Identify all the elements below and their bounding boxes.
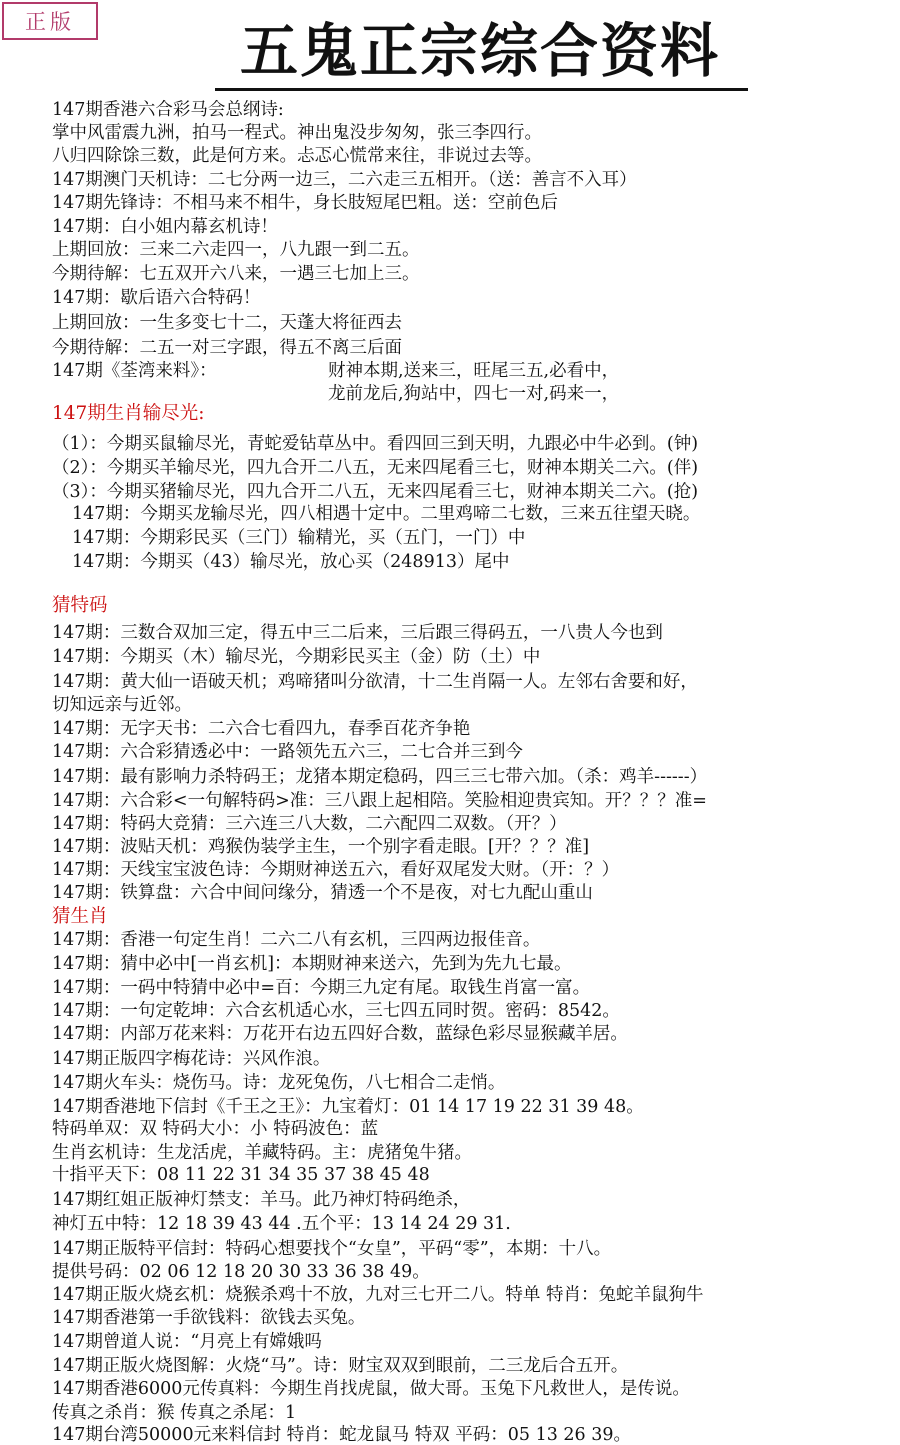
text-line: 生肖玄机诗：生龙活虎，羊藏特码。主：虎猪兔牛猪。 bbox=[52, 1143, 472, 1163]
text-line: （1）：今期买鼠输尽光，青蛇爱钻草丛中。看四回三到天明，九跟必中牛必到。(钟) bbox=[52, 434, 699, 454]
text-line: 147期：六合彩猜透必中：一路领先五六三，二七合并三到今 bbox=[52, 742, 523, 762]
text-line: 八归四除馀三数，此是何方来。忐忑心慌常来往，非说过去等。 bbox=[52, 146, 542, 166]
text-line: 今期待解：二五一对三字跟，得五不离三后面 bbox=[52, 338, 402, 358]
text-line: 147期：歇后语六合特码！ bbox=[52, 288, 261, 308]
text-line: 147期：今期买（木）输尽光，今期彩民买主（金）防（土）中 bbox=[52, 647, 541, 667]
text-line: 147期先锋诗：不相马来不相牛，身长肢短尾巴粗。送：空前色后 bbox=[52, 193, 558, 213]
text-line: 147期：今期买（43）输尽光，放心买（248913）尾中 bbox=[72, 552, 510, 572]
text-line: 147期：白小姐内幕玄机诗！ bbox=[52, 217, 278, 237]
text-line: 龙前龙后,狗站中，四七一对,码来一， bbox=[328, 384, 620, 404]
text-line: 147期：六合彩<一句解特码>准：三八跟上起相陪。笑脸相迎贵宾知。开？？？准= bbox=[52, 791, 707, 811]
text-line: 147期台湾50000元来料信封 特肖：蛇龙鼠马 特双 平码：05 13 26 39。 bbox=[52, 1425, 632, 1445]
text-line: 147期：三数合双加三定，得五中三二后来，三后跟三得码五，一八贵人今也到 bbox=[52, 623, 663, 643]
text-line: 147期火车头：烧伤马。诗：龙死兔伤，八七相合二走悄。 bbox=[52, 1073, 506, 1093]
text-line: 147期：香港一句定生肖！二六二八有玄机，三四两边报佳音。 bbox=[52, 930, 541, 950]
text-line: 十指平天下：08 11 22 31 34 35 37 38 45 48 bbox=[52, 1165, 430, 1185]
text-line: 上期回放：一生多变七十二，天蓬大将征西去 bbox=[52, 313, 402, 333]
title-underline bbox=[215, 88, 748, 91]
text-line: 147期：猜中必中[一肖玄机]：本期财神来送六，先到为先九七最。 bbox=[52, 954, 572, 974]
text-line: 147期：最有影响力杀特码王；龙猪本期定稳码，四三三七带六加。（杀：鸡羊------） bbox=[52, 767, 708, 787]
text-line: 今期待解：七五双开六八来，一遇三七加上三。 bbox=[52, 264, 420, 284]
page-title: 五鬼正宗综合资料 bbox=[239, 17, 720, 85]
text-line: 147期红姐正版神灯禁支：羊马。此乃神灯特码绝杀， bbox=[52, 1190, 471, 1210]
text-line: 147期：内部万花来料：万花开右边五四好合数，蓝绿色彩尽显猴藏羊居。 bbox=[52, 1024, 628, 1044]
text-line: 147期：特码大竞猜：三六连三八大数，二六配四二双数。（开？） bbox=[52, 814, 567, 834]
text-line: 147期正版火烧图解：火烧“马”。诗：财宝双双到眼前，二三龙后合五开。 bbox=[52, 1356, 629, 1376]
text-line: 147期：黄大仙一语破天机；鸡啼猪叫分欲清，十二生肖隔一人。左邻右舍要和好， bbox=[52, 672, 698, 692]
text-line: 147期正版特平信封：特码心想要找个“女皇”，平码“零”，本期：十八。 bbox=[52, 1239, 612, 1259]
genuine-badge: 正版 bbox=[2, 2, 98, 40]
text-line: 上期回放：三来二六走四一，八九跟一到二五。 bbox=[52, 240, 420, 260]
text-line: （3）：今期买猪输尽光，四九合开二八五，无来四尾看三七，财神本期关二六。(抢) bbox=[52, 482, 699, 502]
text-line: 147期香港第一手欲钱料：欲钱去买兔。 bbox=[52, 1308, 366, 1328]
text-line: 切知远亲与近邻。 bbox=[52, 695, 192, 715]
text-line: 147期：波贴天机：鸡猴伪装学主生，一个别字看走眼。[开？？？准] bbox=[52, 837, 590, 857]
text-line: 147期香港六合彩马会总纲诗: bbox=[52, 100, 284, 120]
text-line: 147期正版四字梅花诗：兴风作浪。 bbox=[52, 1049, 331, 1069]
text-line: 147期香港6000元传真料：今期生肖找虎鼠，做大哥。玉兔下凡救世人，是传说。 bbox=[52, 1379, 690, 1399]
text-line: 神灯五中特：12 18 39 43 44 .五个平：13 14 24 29 31. bbox=[52, 1214, 511, 1234]
section-heading: 猜生肖 bbox=[52, 906, 108, 927]
text-line: 147期：今期彩民买（三门）输精光，买（五门，一门）中 bbox=[72, 528, 526, 548]
text-line: 147期：一句定乾坤：六合玄机适心水，三七四五同时贺。密码：8542。 bbox=[52, 1001, 620, 1021]
text-line: 147期：铁算盘：六合中间问缘分，猜透一个不是夜，对七九配山重山 bbox=[52, 883, 593, 903]
section-heading: 猜特码 bbox=[52, 595, 108, 616]
text-line: 147期《荃湾来料》： bbox=[52, 361, 217, 381]
text-line: 掌中风雷震九洲，拍马一程式。神出鬼没步匆匆，张三李四行。 bbox=[52, 123, 542, 143]
text-line: 提供号码：02 06 12 18 20 30 33 36 38 49。 bbox=[52, 1262, 430, 1282]
text-line: 传真之杀肖：猴 传真之杀尾：1 bbox=[52, 1403, 297, 1423]
text-line: 147期：无字天书：二六合七看四九，春季百花齐争艳 bbox=[52, 719, 471, 739]
text-line: 147期澳门天机诗：二七分两一边三，二六走三五相开。（送：善言不入耳） bbox=[52, 170, 637, 190]
text-line: 财神本期,送来三，旺尾三五,必看中， bbox=[328, 361, 620, 381]
text-line: 147期曾道人说：“月亮上有嫦娥吗 bbox=[52, 1332, 322, 1352]
text-line: 147期：今期买龙输尽光，四八相遇十定中。二里鸡啼二七数，三来五往望天晓。 bbox=[72, 504, 701, 524]
text-line: 147期：天线宝宝波色诗：今期财神送五六，看好双尾发大财。（开：？） bbox=[52, 860, 620, 880]
section-heading: 147期生肖输尽光: bbox=[52, 403, 205, 424]
text-line: 147期：一码中特猜中必中=百：今期三九定有尾。取钱生肖富一富。 bbox=[52, 978, 591, 998]
text-line: 147期正版火烧玄机：烧猴杀鸡十不放，九对三七开二八。特单 特肖：兔蛇羊鼠狗牛 bbox=[52, 1285, 704, 1305]
text-line: 特码单双：双 特码大小：小 特码波色：蓝 bbox=[52, 1119, 379, 1139]
text-line: （2）：今期买羊输尽光，四九合开二八五，无来四尾看三七，财神本期关二六。(伴) bbox=[52, 458, 699, 478]
text-line: 147期香港地下信封《千王之王》：九宝着灯：01 14 17 19 22 31 39 48。 bbox=[52, 1097, 644, 1117]
